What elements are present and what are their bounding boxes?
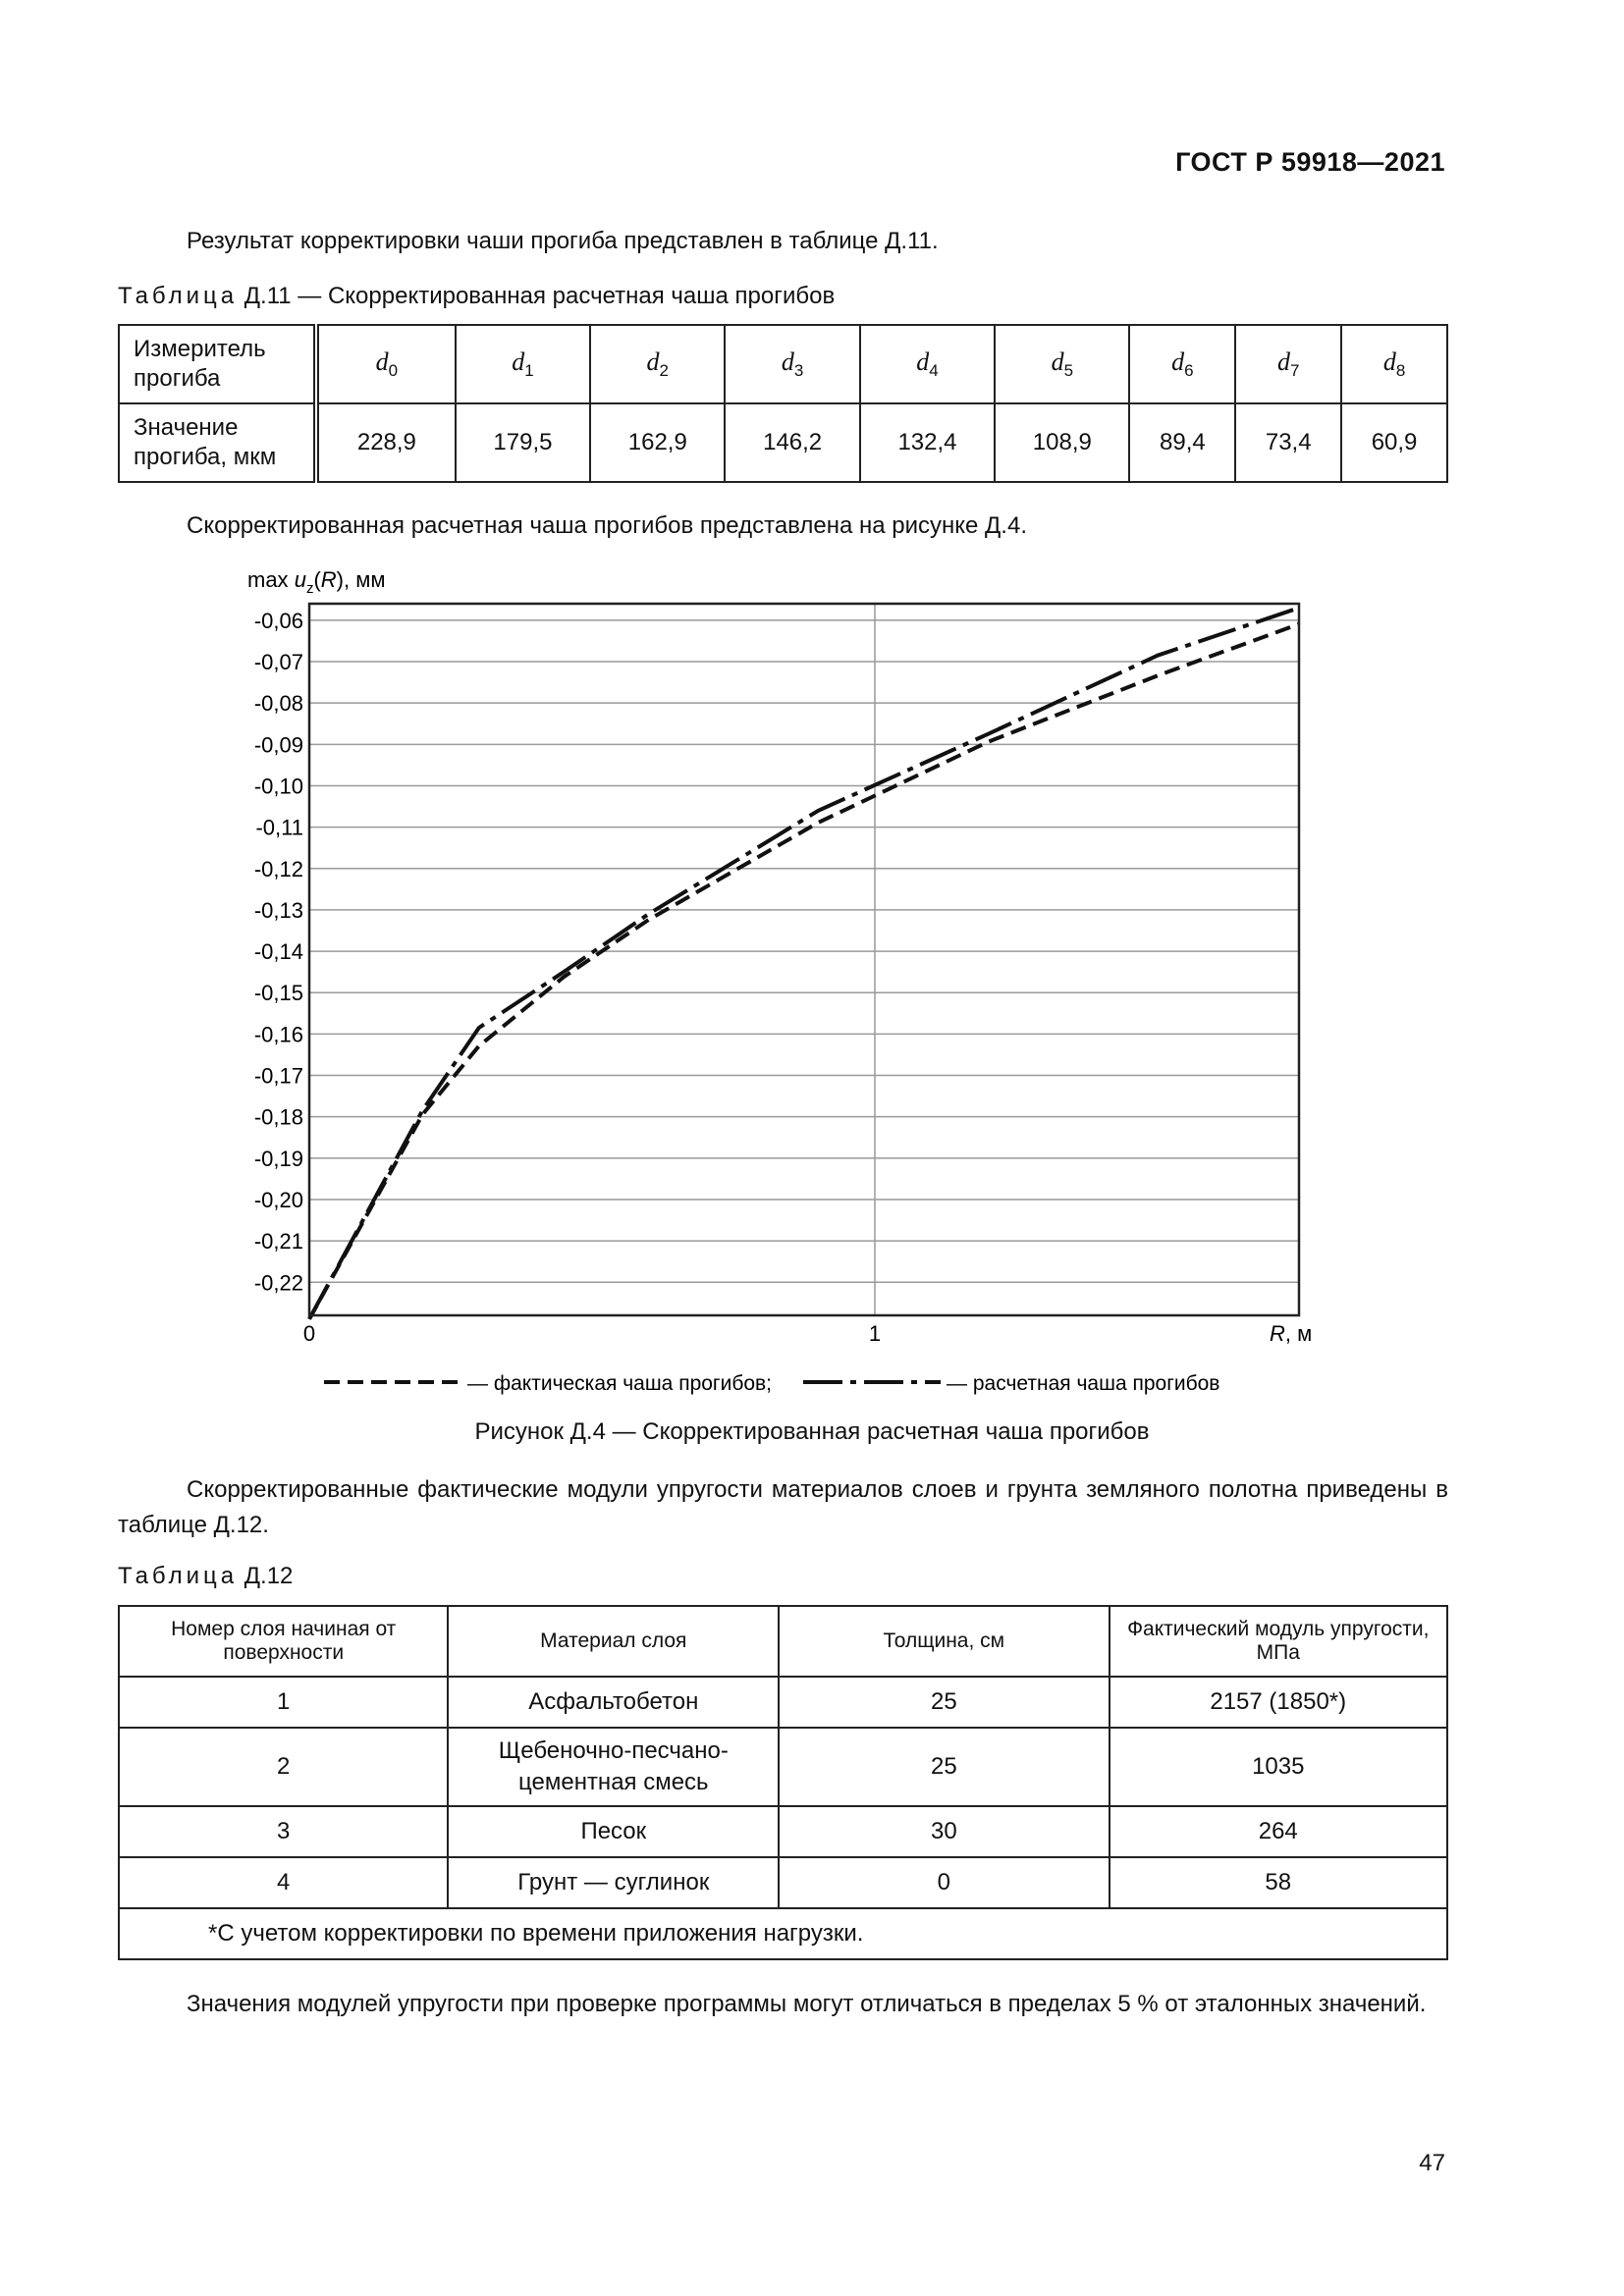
table12-note: *С учетом корректировки по времени приложения нагрузки. (119, 1908, 1447, 1959)
modulus-table (118, 1605, 1448, 1960)
y-tick-label: -0,18 (253, 1104, 303, 1130)
table11-caption-text: Д.11 — Скорректированная расчетная чаша прогибов (238, 283, 836, 309)
table11-value-1: 179,5 (456, 403, 590, 482)
table12-header-layer-no: Номер слоя начиная от поверхности (119, 1606, 448, 1677)
table12-cell: 30 (779, 1806, 1109, 1857)
table12-cell: 1035 (1110, 1728, 1447, 1806)
y-tick-label: -0,11 (255, 815, 303, 840)
table12-caption-text: Д.12 (238, 1563, 294, 1589)
y-tick-label: -0,08 (253, 691, 303, 717)
table11-value-6: 89,4 (1129, 403, 1235, 482)
legend-dashed-label: — фактическая чаша прогибов; (467, 1372, 773, 1395)
table12-cell: 2 (119, 1728, 448, 1806)
series-line-actual (309, 624, 1299, 1319)
table11-symbol-8: $d_8$ (1341, 325, 1447, 403)
table11-symbol-5: $d_5$ (995, 325, 1129, 403)
y-tick-label: -0,09 (253, 732, 303, 758)
table11-row-values (119, 403, 1447, 482)
deflection-chart (0, 550, 1624, 1404)
table11-symbol-4: $d_4$ (860, 325, 995, 403)
table12-cell: Грунт — суглинок (448, 1857, 779, 1908)
table12-caption-label: Таблица (118, 1563, 239, 1589)
table11-value-5: 108,9 (995, 403, 1129, 482)
table11-value-4: 132,4 (860, 403, 995, 482)
x-axis-label: R, м (1270, 1321, 1313, 1346)
y-tick-label: -0,15 (253, 981, 303, 1006)
table12-cell: Асфальтобетон (448, 1677, 779, 1728)
document-code: ГОСТ Р 59918—2021 (1175, 147, 1445, 177)
table11-row-meter (119, 325, 1447, 403)
deflection-table (118, 324, 1448, 483)
table11-caption (118, 283, 835, 310)
intro-paragraph: Результат корректировки чаши прогиба представлен в таблице Д.11. (187, 228, 939, 254)
table12-cell: Песок (448, 1806, 779, 1857)
table-row (119, 1728, 1447, 1806)
table12-cell: Щебеночно-песчано-цементная смесь (448, 1728, 779, 1806)
y-tick-label: -0,17 (253, 1063, 303, 1089)
y-tick-label: -0,06 (253, 608, 303, 633)
table11-row1-header: Измеритель прогиба (119, 325, 316, 403)
table12-cell: 3 (119, 1806, 448, 1857)
table11-symbol-2: $d_2$ (590, 325, 725, 403)
table11-value-3: 146,2 (725, 403, 859, 482)
table-row (119, 1857, 1447, 1908)
table11-value-2: 162,9 (590, 403, 725, 482)
plot-frame (309, 604, 1299, 1315)
y-tick-label: -0,21 (253, 1229, 303, 1255)
table12-header-material: Материал слоя (448, 1606, 779, 1677)
table11-value-7: 73,4 (1235, 403, 1341, 482)
table12-cell: 264 (1110, 1806, 1447, 1857)
table12-cell: 1 (119, 1677, 448, 1728)
table11-symbol-1: $d_1$ (456, 325, 590, 403)
y-tick-label: -0,22 (253, 1270, 303, 1296)
table12-header-modulus: Фактический модуль упругости, МПа (1110, 1606, 1447, 1677)
y-tick-label: -0,16 (253, 1022, 303, 1047)
y-tick-label: -0,12 (253, 856, 303, 881)
table12-cell: 4 (119, 1857, 448, 1908)
y-tick-label: -0,20 (253, 1187, 303, 1212)
figure-intro-paragraph: Скорректированная расчетная чаша прогибов представлена на рисунке Д.4. (187, 512, 1027, 539)
paragraph-tolerance: Значения модулей упругости при проверке программы могут отличаться в пределах 5 % от эталонных значений. (187, 1991, 1427, 2017)
series-line-calculated (309, 608, 1299, 1319)
table12-caption (118, 1563, 293, 1590)
table11-value-0: 228,9 (316, 403, 456, 482)
table11-row2-header: Значение прогиба, мкм (119, 403, 316, 482)
table11-symbol-0: $d_0$ (316, 325, 456, 403)
table12-header-thickness: Толщина, см (779, 1606, 1109, 1677)
table12-cell: 0 (779, 1857, 1109, 1908)
series-lines (309, 608, 1299, 1319)
paragraph-modules: Скорректированные фактические модули упругости материалов слоев и грунта земляного полотна приведены в таблице Д.12. (118, 1476, 1448, 1538)
y-tick-label: -0,07 (253, 650, 303, 675)
y-axis-label: $\max u_z(R)$, мм (247, 567, 386, 597)
legend-dashdot-label: — расчетная чаша прогибов (947, 1372, 1220, 1395)
table12-cell: 25 (779, 1728, 1109, 1806)
y-tick-labels (254, 609, 303, 1295)
figure-caption: Рисунок Д.4 — Скорректированная расчетная чаша прогибов (474, 1418, 1150, 1445)
y-tick-label: -0,19 (253, 1146, 303, 1171)
table12-note-row (119, 1908, 1447, 1959)
x-tick-label: 0 (302, 1321, 316, 1346)
table-row (119, 1806, 1447, 1857)
table11-symbol-6: $d_6$ (1129, 325, 1235, 403)
table12-cell: 25 (779, 1677, 1109, 1728)
table-row (119, 1677, 1447, 1728)
x-tick-label: 1 (868, 1321, 882, 1346)
table11-value-8: 60,9 (1341, 403, 1447, 482)
y-tick-label: -0,14 (253, 939, 303, 965)
table12-cell: 2157 (1850*) (1110, 1677, 1447, 1728)
table11-symbol-3: $d_3$ (725, 325, 859, 403)
x-tick-labels (303, 1321, 881, 1346)
y-tick-label: -0,10 (253, 774, 303, 799)
y-tick-label: -0,13 (253, 897, 303, 923)
table11-symbol-7: $d_7$ (1235, 325, 1341, 403)
page-number: 47 (1419, 2150, 1445, 2176)
table12-cell: 58 (1110, 1857, 1447, 1908)
table11-caption-label: Таблица (118, 283, 239, 309)
chart-legend (324, 1372, 1219, 1395)
grid-lines (309, 604, 1299, 1315)
table12-header-row (119, 1606, 1447, 1677)
